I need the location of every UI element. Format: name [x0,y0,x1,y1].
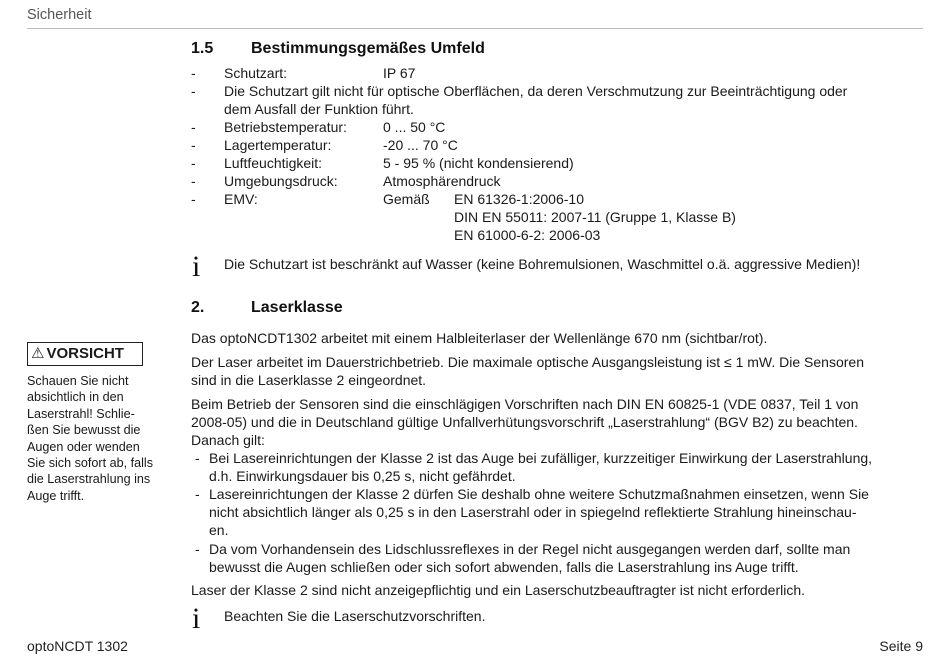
section-title: Laserklasse [251,299,343,316]
note-text: Die Schutzart ist beschränkt auf Wasser (keine Bohremulsionen, Waschmittel o.ä. aggressive Medien)! [224,256,861,272]
emv-norm: EN 61326-1:2006-10 [454,191,584,207]
list-dash: - [191,119,196,135]
spec-value: 0 ... 50 °C [383,119,446,135]
list-dash: - [191,155,196,171]
warning-text-line: Laserstrahl! Schlie- [27,407,135,421]
section-number: 2. [191,299,205,316]
spec-value: Atmosphärendruck [383,173,501,189]
paragraph: Das optoNCDT1302 arbeitet mit einem Halbleiterlaser der Wellenlänge 670 nm (sichtbar/rot). [191,330,768,346]
paragraph-line: sind in die Laserklasse 2 eingeordnet. [191,372,427,388]
footer-product: optoNCDT 1302 [27,638,128,654]
info-icon: i [192,602,201,635]
spec-value: IP 67 [383,65,416,81]
bullet-line: Lasereinrichtungen der Klasse 2 dürfen Sie deshalb ohne weitere Schutzmaßnahmen einsetzen, wenn Sie [209,486,869,502]
warning-text-line: absichtlich in den [27,390,124,404]
footer-page-number: Seite 9 [879,638,923,654]
bullet-line: d.h. Einwirkungsdauer bis 0,25 s, nicht gefährdet. [209,468,516,484]
section-1-5-heading [191,40,485,58]
warning-label: VORSICHT [46,345,124,362]
emv-norm: EN 61000-6-2: 2006-03 [454,227,601,243]
warning-text-line: die Laserstrahlung ins [27,472,151,486]
spec-label: Umgebungsdruck: [224,173,338,189]
warning-text-line: Sie sich sofort ab, falls [27,456,153,470]
paragraph: Laser der Klasse 2 sind nicht anzeigepflichtig und ein Laserschutzbeauftragter ist nicht erforderlich. [191,582,806,598]
list-dash: - [195,541,200,557]
spec-value: -20 ... 70 °C [383,137,458,153]
list-dash: - [191,65,196,81]
list-dash: - [195,450,200,466]
spec-text: Die Schutzart gilt nicht für optische Oberflächen, da deren Verschmutzung zur Beeinträchtigung oder [224,83,848,99]
warning-box [27,342,143,366]
spec-label: Schutzart: [224,65,288,81]
section-title: Bestimmungsgemäßes Umfeld [251,40,485,57]
running-header: Sicherheit [27,7,92,23]
emv-norm: DIN EN 55011: 2007-11 (Gruppe 1, Klasse B) [454,209,736,225]
list-dash: - [191,191,196,207]
warning-text-line: Auge trifft. [27,489,85,503]
section-number: 1.5 [191,40,214,57]
list-dash: - [191,137,196,153]
warning-triangle-icon: ⚠ [31,345,45,362]
spec-value: 5 - 95 % (nicht kondensierend) [383,155,574,171]
bullet-line: en. [209,522,229,538]
spec-text: dem Ausfall der Funktion führt. [224,101,414,117]
paragraph-line: Danach gilt: [191,432,265,448]
warning-text-line: Schauen Sie nicht [27,374,129,388]
bullet-line: Bei Lasereinrichtungen der Klasse 2 ist das Auge bei zufälliger, kurzzeitiger Einwirkung der Laserstrahlung, [209,450,873,466]
spec-label: Betriebstemperatur: [224,119,347,135]
paragraph-line: 2008-05) und die in Deutschland gültige Unfallverhütungsvorschrift „Laserstrahlung“ (BGV B2) zu beachten. [191,414,858,430]
paragraph-line: Beim Betrieb der Sensoren sind die einschlägigen Vorschriften nach DIN EN 60825-1 (VDE 0837, Teil 1 von [191,396,859,412]
section-2-heading [191,299,343,317]
spec-label: EMV: [224,191,258,207]
bullet-line: nicht absichtlich länger als 0,25 s in den Laserstrahl oder in spiegelnd reflektierte Strahlung hineinschau- [209,504,857,520]
header-rule [27,28,923,29]
list-dash: - [191,173,196,189]
spec-label: Luftfeuchtigkeit: [224,155,323,171]
warning-text-line: ßen Sie bewusst die [27,423,141,437]
note-text: Beachten Sie die Laserschutzvorschriften. [224,608,486,624]
info-icon: i [192,250,201,283]
list-dash: - [195,486,200,502]
spec-label: Lagertemperatur: [224,137,332,153]
paragraph-line: Der Laser arbeitet im Dauerstrichbetrieb. Die maximale optische Ausgangsleistung ist ≤ 1 mW. Die Sensoren [191,354,864,370]
spec-value: Gemäß [383,191,430,207]
bullet-line: bewusst die Augen schließen oder sich sofort abwenden, falls die Laserstrahlung ins Auge trifft. [209,559,799,575]
warning-text-line: Augen oder wenden [27,440,140,454]
list-dash: - [191,83,196,99]
bullet-line: Da vom Vorhandensein des Lidschlussreflexes in der Regel nicht ausgegangen werden darf, sollte man [209,541,851,557]
